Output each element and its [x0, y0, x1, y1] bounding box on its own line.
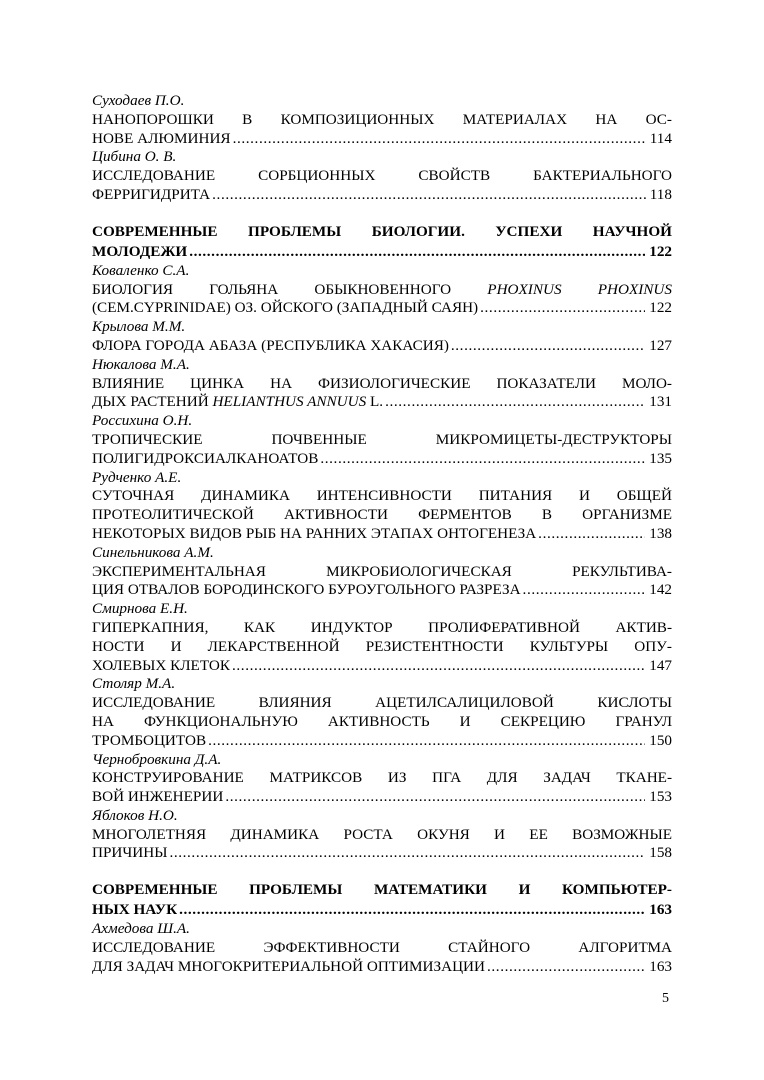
- toc-entry: [92, 412, 672, 468]
- dot-leader: [523, 581, 646, 600]
- toc-title-line: ЭКСПЕРИМЕНТАЛЬНАЯ МИКРОБИОЛОГИЧЕСКАЯ РЕКУЛЬТИВА-: [92, 562, 672, 580]
- toc-entry-author: Крылова М.М.: [92, 318, 186, 336]
- toc-title-line: КОНСТРУИРОВАНИЕ МАТРИКСОВ ИЗ ПГА ДЛЯ ЗАДАЧ ТКАНЕ-: [92, 769, 672, 787]
- toc-entry-author: Россихина О.Н.: [92, 412, 193, 430]
- toc-title-line: НОСТИ И ЛЕКАРСТВЕННОЙ РЕЗИСТЕНТНОСТИ КУЛЬТУРЫ ОПУ-: [92, 637, 672, 655]
- toc-page-number: 147: [649, 656, 672, 674]
- toc-entry-author: Коваленко С.А.: [92, 261, 190, 279]
- toc-title-last-line: ПОЛИГИДРОКСИАЛКАНОАТОВ ..... 135: [92, 450, 672, 469]
- toc-page-number: 153: [649, 788, 672, 806]
- toc-entry-author: Чернобровкина Д.А.: [92, 750, 222, 768]
- toc-title-line: ИССЛЕДОВАНИЕ СОРБЦИОННЫХ СВОЙСТВ БАКТЕРИАЛЬНОГО: [92, 167, 672, 185]
- toc-title-line: НА ФУНКЦИОНАЛЬНУЮ АКТИВНОСТЬ И СЕКРЕЦИЮ ГРАНУЛ: [92, 712, 672, 730]
- toc-entry-author: Суходаев П.О.: [92, 92, 185, 109]
- toc-entry: [92, 148, 672, 204]
- toc-entry: [92, 751, 672, 807]
- toc-entry-author: Яблоков Н.О.: [92, 806, 178, 824]
- toc-entry-author: Цибина О. В.: [92, 148, 177, 166]
- toc-title-line: СОВРЕМЕННЫЕ ПРОБЛЕМЫ БИОЛОГИИ. УСПЕХИ НАУЧНОЙ: [92, 222, 672, 240]
- toc-title-line: ВЛИЯНИЕ ЦИНКА НА ФИЗИОЛОГИЧЕСКИЕ ПОКАЗАТЕЛИ МОЛО-: [92, 374, 672, 392]
- dot-leader: [233, 130, 646, 149]
- dot-leader: [538, 525, 645, 544]
- dot-leader: [225, 788, 645, 807]
- toc-page-number: 118: [649, 185, 672, 203]
- toc-title-last-line: ХОЛЕВЫХ КЛЕТОК ..... 147: [92, 657, 672, 676]
- page-number: 5: [662, 991, 669, 1006]
- toc-title-line: ИССЛЕДОВАНИЕ ЭФФЕКТИВНОСТИ СТАЙНОГО АЛГОРИТМА: [92, 939, 672, 957]
- toc-title-last-line: ДЛЯ ЗАДАЧ МНОГОКРИТЕРИАЛЬНОЙ ОПТИМИЗАЦИИ ..... 163: [92, 958, 672, 977]
- toc-title-line: НАНОПОРОШКИ В КОМПОЗИЦИОННЫХ МАТЕРИАЛАХ НА ОС-: [92, 110, 672, 128]
- toc-title-last-line: МОЛОДЕЖИ ..... 122: [92, 242, 672, 262]
- toc-entry: [92, 356, 672, 412]
- toc-title-line: СУТОЧНАЯ ДИНАМИКА ИНТЕНСИВНОСТИ ПИТАНИЯ И ОБЩЕЙ: [92, 487, 672, 505]
- toc-section: [92, 222, 672, 262]
- dot-leader: [232, 657, 645, 676]
- toc-page-number: 122: [649, 299, 672, 317]
- toc-entry-author: Ахмедова Ш.А.: [92, 920, 190, 938]
- toc-title-line: ИССЛЕДОВАНИЕ ВЛИЯНИЯ АЦЕТИЛСАЛИЦИЛОВОЙ КИСЛОТЫ: [92, 694, 672, 712]
- toc-page-number: 131: [649, 393, 672, 411]
- toc-page-number: 158: [649, 844, 672, 862]
- dot-leader: [189, 242, 645, 262]
- toc-page-number: 150: [649, 731, 672, 749]
- toc-entry-author: Рудченко А.Е.: [92, 468, 182, 486]
- toc-title-last-line: ФЛОРА ГОРОДА АБАЗА (РЕСПУБЛИКА ХАКАСИЯ) ..... 127: [92, 337, 672, 356]
- toc-entry: [92, 807, 672, 863]
- toc-entry: [92, 318, 672, 356]
- toc-section: [92, 880, 672, 920]
- toc-page-number: 114: [649, 129, 672, 147]
- dot-leader: [208, 732, 645, 751]
- toc-entry-author: Столяр М.А.: [92, 675, 176, 693]
- dot-leader: [212, 186, 646, 205]
- dot-leader: [480, 299, 645, 318]
- toc-entry: [92, 92, 672, 148]
- toc-title-line: БИОЛОГИЯ ГОЛЬЯНА ОБЫКНОВЕННОГО PHOXINUS PHOXINUS: [92, 280, 672, 298]
- toc-title-last-line: ДЫХ РАСТЕНИЙ HELIANTHUS ANNUUS L. ..... 131: [92, 393, 672, 412]
- toc-title-last-line: ПРИЧИНЫ ..... 158: [92, 844, 672, 863]
- toc-entry: [92, 675, 672, 750]
- dot-leader: [169, 844, 645, 863]
- toc-page-number: 163: [649, 901, 672, 919]
- toc-title-last-line: ВОЙ ИНЖЕНЕРИИ ..... 153: [92, 788, 672, 807]
- dot-leader: [179, 900, 645, 920]
- toc-entry-author: Нюкалова М.А.: [92, 355, 190, 373]
- toc-page-number: 122: [649, 242, 672, 260]
- toc-page-number: 135: [649, 449, 672, 467]
- toc-entry: [92, 600, 672, 675]
- toc-page-number: 163: [649, 957, 672, 975]
- toc-page-number: 142: [649, 581, 672, 599]
- toc-title-line: ПРОТЕОЛИТИЧЕСКОЙ АКТИВНОСТИ ФЕРМЕНТОВ В ОРГАНИЗМЕ: [92, 506, 672, 524]
- toc-title-line: СОВРЕМЕННЫЕ ПРОБЛЕМЫ МАТЕМАТИКИ И КОМПЬЮТЕР-: [92, 881, 672, 899]
- toc-entry: [92, 469, 672, 544]
- dot-leader: [487, 958, 645, 977]
- toc-title-last-line: ТРОМБОЦИТОВ ..... 150: [92, 732, 672, 751]
- toc-title-last-line: НЫХ НАУК ..... 163: [92, 900, 672, 920]
- toc-title-last-line: (CEM.CYPRINIDAE) ОЗ. ОЙСКОГО (ЗАПАДНЫЙ САЯН) ..... 122: [92, 299, 672, 318]
- dot-leader: [320, 450, 645, 469]
- toc-page-number: 138: [649, 524, 672, 542]
- dot-leader: [385, 393, 645, 412]
- toc-title-line: ГИПЕРКАПНИЯ, КАК ИНДУКТОР ПРОЛИФЕРАТИВНОЙ АКТИВ-: [92, 618, 672, 636]
- toc-entry-author: Синельникова А.М.: [92, 543, 214, 561]
- toc-title-last-line: НЕКОТОРЫХ ВИДОВ РЫБ НА РАННИХ ЭТАПАХ ОНТОГЕНЕЗА ..... 138: [92, 525, 672, 544]
- toc-title-last-line: ЦИЯ ОТВАЛОВ БОРОДИНСКОГО БУРОУГОЛЬНОГО РАЗРЕЗА ..... 142: [92, 581, 672, 600]
- table-of-contents: [92, 92, 672, 977]
- toc-title-last-line: НОВЕ АЛЮМИНИЯ ..... 114: [92, 130, 672, 149]
- dot-leader: [451, 337, 645, 356]
- toc-title-line: ТРОПИЧЕСКИЕ ПОЧВЕННЫЕ МИКРОМИЦЕТЫ-ДЕСТРУКТОРЫ: [92, 430, 672, 448]
- toc-entry: [92, 544, 672, 600]
- toc-entry: [92, 262, 672, 318]
- toc-entry: [92, 920, 672, 976]
- toc-page-number: 127: [649, 336, 672, 354]
- toc-title-last-line: ФЕРРИГИДРИТА ..... 118: [92, 186, 672, 205]
- toc-entry-author: Смирнова Е.Н.: [92, 600, 188, 618]
- toc-title-line: МНОГОЛЕТНЯЯ ДИНАМИКА РОСТА ОКУНЯ И ЕЕ ВОЗМОЖНЫЕ: [92, 825, 672, 843]
